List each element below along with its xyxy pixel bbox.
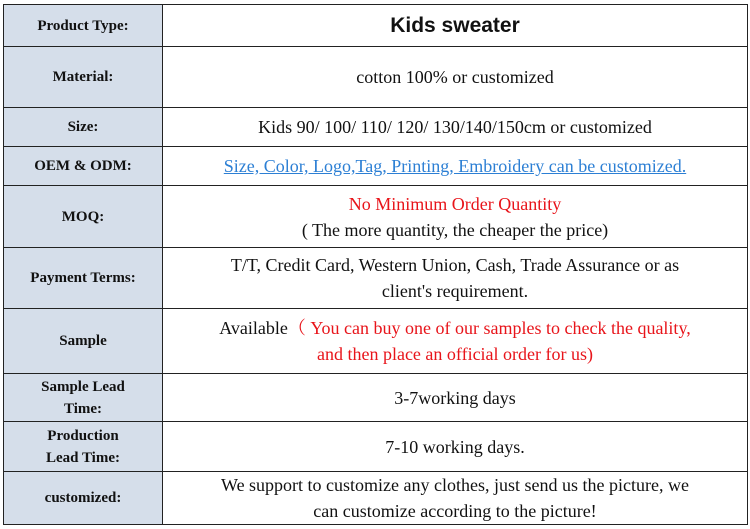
moq-line-1: No Minimum Order Quantity (348, 193, 562, 214)
moq-line-2: ( The more quantity, the cheaper the price) (301, 219, 609, 240)
sample-lead-time-label (4, 374, 163, 422)
production-lead-time-label (4, 422, 163, 472)
oem-odm-value (163, 147, 748, 186)
payment-terms-line-1: T/T, Credit Card, Western Union, Cash, Trade Assurance or as (230, 255, 680, 275)
material-label: Material: (4, 47, 163, 108)
row-size (4, 108, 748, 147)
customized-line-2: can customize according to the picture! (313, 501, 597, 521)
payment-terms-line-2: client's requirement. (381, 281, 529, 301)
row-oem-odm (4, 147, 748, 186)
material-value: cotton 100% or customized (163, 47, 748, 108)
spec-table-container (3, 4, 748, 525)
customized-label: customized: (4, 472, 163, 525)
size-label: Size: (4, 108, 163, 147)
row-sample (4, 309, 748, 374)
sample-value (163, 309, 748, 374)
oem-odm-link[interactable]: Size, Color, Logo,Tag, Printing, Embroidery can be customized. (223, 156, 687, 176)
sample-available: Available (219, 318, 288, 338)
sample-lead-time-label-line-1: Sample Lead (41, 378, 125, 395)
row-product-type (4, 5, 748, 47)
production-lead-time-value: 7-10 working days. (163, 422, 748, 472)
moq-label: MOQ: (4, 186, 163, 248)
sample-note-1: （ You can buy one of our samples to check the quality, (287, 318, 691, 338)
sample-lead-time-label-line-2: Time: (63, 400, 103, 417)
payment-terms-value (163, 248, 748, 309)
payment-terms-label: Payment Terms: (4, 248, 163, 309)
production-lead-time-label-line-1: Production (47, 427, 119, 444)
row-moq (4, 186, 748, 248)
row-material (4, 47, 748, 108)
size-value: Kids 90/ 100/ 110/ 120/ 130/140/150cm or customized (163, 108, 748, 147)
moq-value (163, 186, 748, 248)
oem-odm-label: OEM & ODM: (4, 147, 163, 186)
sample-note-2: and then place an official order for us) (316, 344, 594, 364)
row-production-lead-time (4, 422, 748, 472)
sample-lead-time-value: 3-7working days (163, 374, 748, 422)
customized-value (163, 472, 748, 525)
product-spec-table (3, 4, 748, 525)
row-sample-lead-time (4, 374, 748, 422)
product-type-value: Kids sweater (163, 5, 748, 47)
sample-label: Sample (4, 309, 163, 374)
row-payment-terms (4, 248, 748, 309)
production-lead-time-label-line-2: Lead Time: (45, 449, 121, 466)
product-type-label: Product Type: (4, 5, 163, 47)
customized-line-1: We support to customize any clothes, just send us the picture, we (221, 475, 689, 495)
sample-line-1 (169, 315, 741, 341)
row-customized (4, 472, 748, 525)
